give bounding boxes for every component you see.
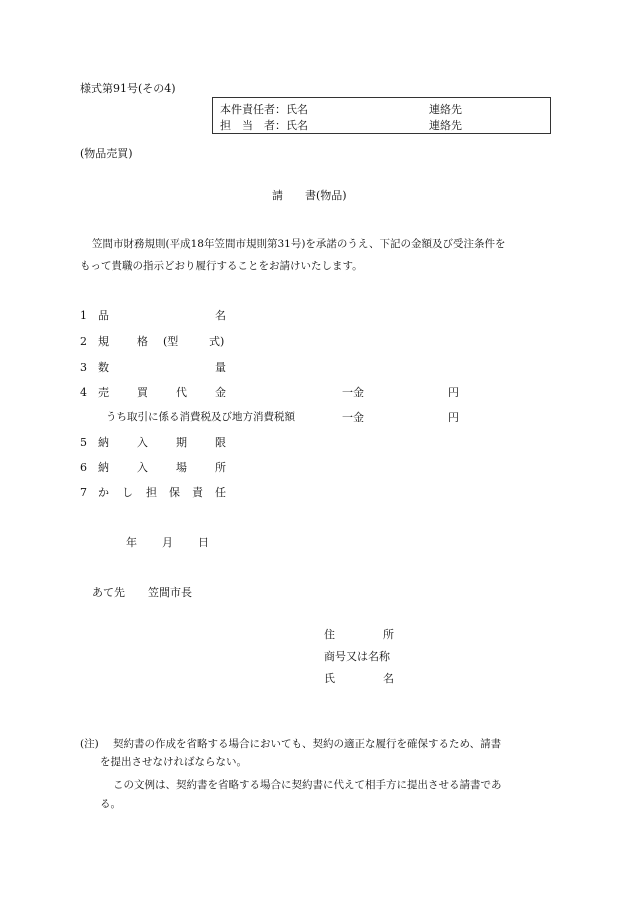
signature-name-char: 氏	[324, 672, 335, 685]
person-in-charge-contact-label: 連絡先	[429, 119, 462, 132]
responsible-person-label: 本件責任者：氏名	[220, 103, 308, 116]
form-number: 様式第91号(その4)	[80, 82, 176, 95]
item-label-char: し	[122, 486, 133, 499]
item-label-char: 納	[98, 436, 109, 449]
amount-unit: 円	[448, 386, 459, 399]
addressee-name: 笠間市長	[148, 586, 192, 599]
item-label-char: 規	[98, 335, 109, 348]
item-label-char: 限	[215, 436, 226, 449]
item-number: 5	[80, 436, 87, 449]
note-2-line-1: この文例は、契約書を省略する場合に契約書に代えて相手方に提出させる請書であ	[113, 779, 502, 791]
signature-name-char: 名	[383, 672, 394, 685]
item-label-char: か	[98, 486, 109, 499]
intro-line-1: 笠間市財務規則(平成18年笠間市規則第31号)を承諾のうえ、下記の金額及び受注条件を	[92, 238, 506, 250]
item-label-char: 場	[176, 461, 187, 474]
responsibility-box	[212, 97, 551, 134]
item-label-char: 責	[192, 486, 203, 499]
item-label-char: 入	[137, 461, 148, 474]
amount-prefix: 一金	[342, 411, 364, 424]
tax-label: うち取引に係る消費税及び地方消費税額	[106, 411, 295, 423]
item-label-char: 金	[215, 386, 226, 399]
item-label-char: 納	[98, 461, 109, 474]
item-label-char: 量	[215, 361, 226, 374]
note-1-line-2: を提出させなければならない。	[100, 756, 247, 768]
item-number: 7	[80, 486, 87, 499]
item-label-char: 売	[98, 386, 109, 399]
item-label-char: 品	[98, 309, 109, 322]
item-label-char: 所	[215, 461, 226, 474]
notes-label: (注)	[80, 738, 99, 750]
item-number: 3	[80, 361, 87, 374]
item-label-char: 式)	[209, 335, 225, 348]
document-title: 請 書(物品)	[272, 189, 347, 202]
item-label-char: (型	[163, 335, 179, 348]
item-number: 1	[80, 309, 87, 322]
item-label-char: 数	[98, 361, 109, 374]
signature-company-label: 商号又は名称	[324, 650, 390, 663]
amount-prefix: 一金	[342, 386, 364, 399]
item-label-char: 担	[146, 486, 157, 499]
date-day: 日	[198, 536, 209, 549]
category-label: (物品売買)	[80, 147, 133, 160]
item-label-char: 格	[137, 335, 148, 348]
item-label-char: 入	[137, 436, 148, 449]
signature-address-char: 住	[324, 628, 335, 641]
item-number: 6	[80, 461, 87, 474]
item-label-char: 代	[176, 386, 187, 399]
item-label-char: 任	[215, 486, 226, 499]
responsible-contact-label: 連絡先	[429, 103, 462, 116]
item-label-char: 買	[137, 386, 148, 399]
person-in-charge-label: 担 当 者：氏名	[220, 119, 308, 132]
amount-unit: 円	[448, 411, 459, 424]
item-number: 2	[80, 335, 87, 348]
signature-address-char: 所	[383, 628, 394, 641]
addressee-label: あて先	[92, 586, 125, 599]
item-label-char: 期	[176, 436, 187, 449]
date-year: 年	[126, 536, 137, 549]
item-number: 4	[80, 386, 87, 399]
item-label-char: 名	[215, 309, 226, 322]
item-label-char: 保	[169, 486, 180, 499]
note-1-line-1: 契約書の作成を省略する場合においても、契約の適正な履行を確保するため、請書	[113, 738, 502, 750]
note-2-line-2: る。	[100, 798, 121, 810]
date-month: 月	[162, 536, 173, 549]
intro-line-2: もって貴職の指示どおり履行することをお請けいたします。	[80, 260, 363, 272]
